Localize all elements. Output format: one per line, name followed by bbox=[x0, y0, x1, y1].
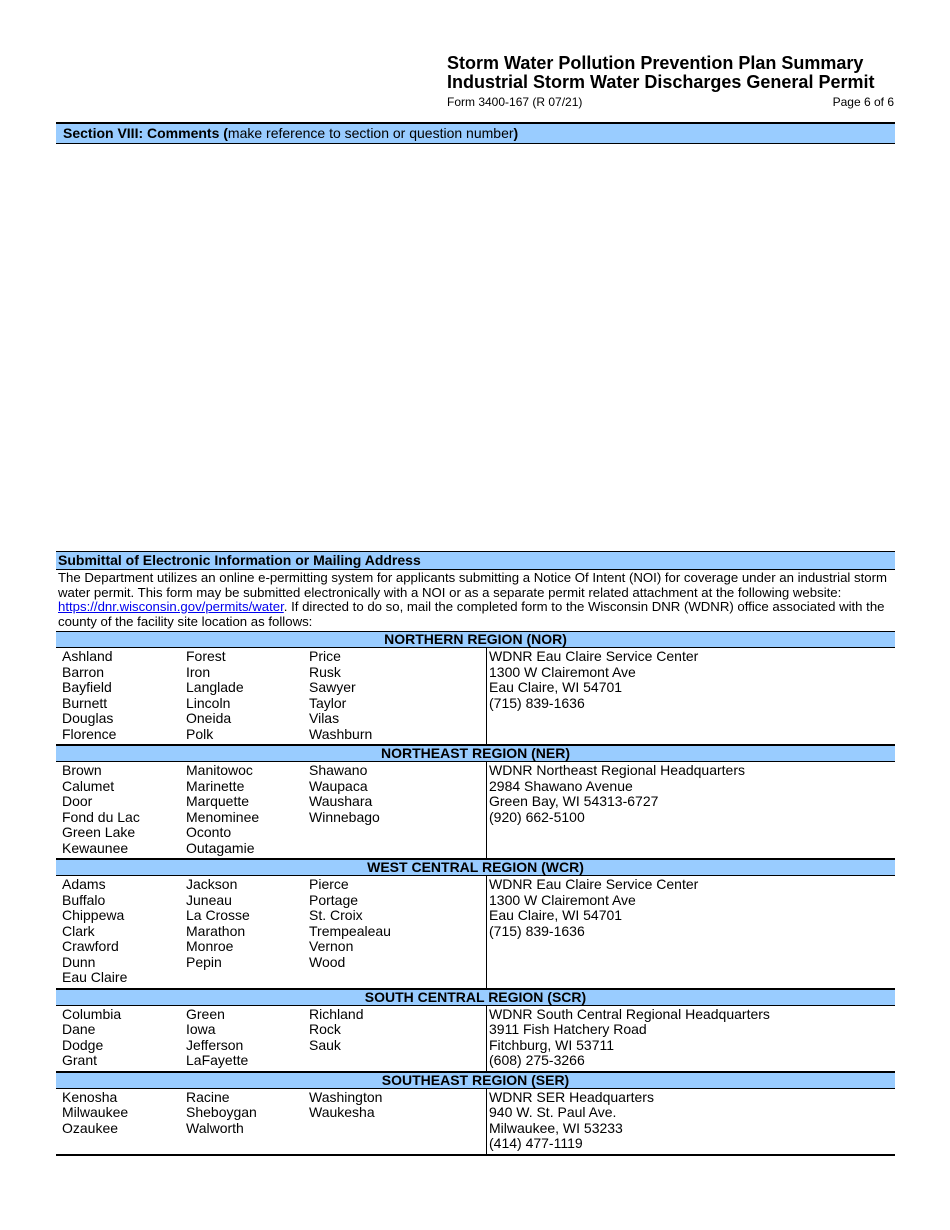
county: Dane bbox=[62, 1021, 96, 1037]
county: Waupaca bbox=[309, 777, 368, 794]
county: Grant bbox=[62, 1052, 98, 1068]
county: Vilas bbox=[309, 710, 340, 726]
form-title-line2: Industrial Storm Water Discharges General Permit bbox=[447, 72, 875, 92]
county: Buffalo bbox=[62, 891, 106, 908]
county-column bbox=[56, 648, 186, 744]
county-column bbox=[56, 1006, 186, 1071]
form-header bbox=[447, 54, 894, 111]
comments-field[interactable] bbox=[56, 144, 895, 550]
county: Trempealeau bbox=[309, 922, 391, 939]
county: Brown bbox=[62, 762, 102, 778]
county: Polk bbox=[186, 725, 214, 742]
county: Marinette bbox=[186, 777, 245, 794]
region-heading: SOUTHEAST REGION (SER) bbox=[56, 1072, 895, 1089]
region-heading: NORTHERN REGION (NOR) bbox=[56, 631, 895, 648]
region-body bbox=[56, 762, 895, 859]
county: Pierce bbox=[309, 876, 349, 892]
county: Kewaunee bbox=[62, 839, 129, 856]
county: Barron bbox=[62, 663, 105, 680]
county: Sheboygan bbox=[186, 1104, 257, 1120]
county-column bbox=[186, 648, 309, 744]
region-body bbox=[56, 876, 895, 989]
region-office bbox=[486, 1089, 895, 1154]
county: Washburn bbox=[309, 725, 373, 742]
office-line: 1300 W Clairemont Ave bbox=[489, 663, 636, 680]
county-column bbox=[309, 648, 486, 744]
county: Milwaukee bbox=[62, 1104, 129, 1120]
county: Green Lake bbox=[62, 824, 136, 840]
office-line: WDNR Eau Claire Service Center bbox=[489, 648, 699, 664]
county: Sawyer bbox=[309, 679, 356, 695]
county: Oconto bbox=[186, 824, 232, 840]
county-column bbox=[186, 762, 309, 858]
county: Walworth bbox=[186, 1119, 244, 1136]
county: Rusk bbox=[309, 663, 341, 680]
office-line: (715) 839-1636 bbox=[489, 922, 585, 939]
county: Ashland bbox=[62, 648, 113, 664]
county: Lincoln bbox=[186, 694, 231, 711]
county: Shawano bbox=[309, 762, 368, 778]
office-line: (920) 662-5100 bbox=[489, 808, 585, 825]
submittal-heading: Submittal of Electronic Information or Mailing Address bbox=[56, 551, 895, 570]
county: Waukesha bbox=[309, 1104, 375, 1120]
region-body bbox=[56, 1006, 895, 1072]
office-line: Green Bay, WI 54313-6727 bbox=[489, 793, 659, 809]
county: Eau Claire bbox=[62, 969, 128, 985]
county: Iron bbox=[186, 663, 211, 680]
office-line: WDNR Northeast Regional Headquarters bbox=[489, 762, 745, 778]
county-column bbox=[186, 876, 309, 988]
page-number: Page 6 of 6 bbox=[832, 95, 894, 109]
county: Green bbox=[186, 1005, 225, 1022]
county: Washington bbox=[309, 1088, 383, 1105]
county: Clark bbox=[62, 922, 95, 939]
county: Taylor bbox=[309, 694, 347, 711]
section-viii-close-paren: ) bbox=[513, 125, 519, 141]
submittal-text bbox=[56, 570, 895, 631]
permits-link[interactable]: https://dnr.wisconsin.gov/permits/water bbox=[58, 599, 284, 614]
county-column bbox=[309, 1006, 486, 1071]
county: Ozaukee bbox=[62, 1119, 119, 1136]
county: Kenosha bbox=[62, 1088, 118, 1105]
office-line: (414) 477-1119 bbox=[489, 1135, 583, 1151]
office-line: Fitchburg, WI 53711 bbox=[489, 1036, 615, 1053]
region-body bbox=[56, 648, 895, 745]
regions-table bbox=[56, 631, 895, 1156]
county: Pepin bbox=[186, 953, 222, 970]
county: Rock bbox=[309, 1021, 341, 1037]
county: Waushara bbox=[309, 793, 373, 809]
section-viii-open-paren: ( bbox=[223, 125, 228, 141]
submittal-section bbox=[56, 551, 895, 1156]
county: Bayfield bbox=[62, 679, 112, 695]
section-viii-note: make reference to section or question number bbox=[227, 125, 514, 141]
county: Adams bbox=[62, 876, 106, 892]
county: Burnett bbox=[62, 694, 108, 711]
county-column bbox=[56, 1089, 186, 1154]
office-line: 3911 Fish Hatchery Road bbox=[489, 1021, 647, 1037]
county-column bbox=[309, 1089, 486, 1154]
office-line: WDNR Eau Claire Service Center bbox=[489, 876, 699, 892]
county: Langlade bbox=[186, 679, 244, 695]
form-info-line bbox=[447, 95, 894, 111]
office-line: (715) 839-1636 bbox=[489, 694, 585, 711]
region-heading: WEST CENTRAL REGION (WCR) bbox=[56, 859, 895, 876]
county: Price bbox=[309, 648, 341, 664]
county: Portage bbox=[309, 891, 359, 908]
county: Columbia bbox=[62, 1005, 122, 1022]
county: Jackson bbox=[186, 876, 238, 892]
county: Richland bbox=[309, 1005, 364, 1022]
submittal-text-before: The Department utilizes an online e-permitting system for applicants submitting a Notice Of Intent (NOI) for coverage under an industrial storm water permit. This form may be submitted electronically with a NOI or as a separate permit related attachment at the following website: bbox=[58, 570, 887, 600]
county: Outagamie bbox=[186, 839, 255, 856]
office-line: WDNR South Central Regional Headquarters bbox=[489, 1005, 770, 1022]
county: Manitowoc bbox=[186, 762, 253, 778]
region-body bbox=[56, 1089, 895, 1156]
county: La Crosse bbox=[186, 907, 250, 923]
county: Monroe bbox=[186, 938, 234, 954]
county: Dodge bbox=[62, 1036, 104, 1053]
county: Vernon bbox=[309, 938, 354, 954]
region-heading: NORTHEAST REGION (NER) bbox=[56, 745, 895, 762]
county: Menominee bbox=[186, 808, 260, 825]
form-title-line1: Storm Water Pollution Prevention Plan Summary bbox=[447, 53, 864, 73]
county: Marquette bbox=[186, 793, 250, 809]
county: Douglas bbox=[62, 710, 114, 726]
county: Oneida bbox=[186, 710, 232, 726]
county: Calumet bbox=[62, 777, 115, 794]
county: Iowa bbox=[186, 1021, 216, 1037]
county: Jefferson bbox=[186, 1036, 244, 1053]
county: Door bbox=[62, 793, 93, 809]
region-office bbox=[486, 1006, 895, 1071]
county: Fond du Lac bbox=[62, 808, 140, 825]
office-line: 940 W. St. Paul Ave. bbox=[489, 1104, 617, 1120]
office-line: WDNR SER Headquarters bbox=[489, 1088, 654, 1105]
section-viii-label: Section VIII: Comments bbox=[63, 125, 224, 141]
county-column bbox=[309, 876, 486, 988]
region-office bbox=[486, 876, 895, 988]
county: Marathon bbox=[186, 922, 246, 939]
county: St. Croix bbox=[309, 907, 363, 923]
county-column bbox=[56, 876, 186, 988]
region-office bbox=[486, 648, 895, 744]
county-column bbox=[56, 762, 186, 858]
office-line: Eau Claire, WI 54701 bbox=[489, 907, 623, 923]
county: Wood bbox=[309, 953, 346, 970]
office-line: Milwaukee, WI 53233 bbox=[489, 1119, 623, 1136]
region-heading: SOUTH CENTRAL REGION (SCR) bbox=[56, 989, 895, 1006]
county: Crawford bbox=[62, 938, 119, 954]
county-column bbox=[186, 1006, 309, 1071]
submittal-text-after: . If directed to do so, mail the completed form to the Wisconsin DNR (WDNR) office associated with the county of the facility site location as follows: bbox=[58, 599, 885, 629]
office-line: 1300 W Clairemont Ave bbox=[489, 891, 636, 908]
county: Winnebago bbox=[309, 808, 380, 825]
county-column bbox=[186, 1089, 309, 1154]
region-office bbox=[486, 762, 895, 858]
county: Juneau bbox=[186, 891, 232, 908]
form-number: Form 3400-167 (R 07/21) bbox=[447, 95, 583, 109]
section-viii-header bbox=[56, 122, 895, 144]
office-line: 2984 Shawano Avenue bbox=[489, 777, 633, 794]
office-line: Eau Claire, WI 54701 bbox=[489, 679, 623, 695]
county: Forest bbox=[186, 648, 226, 664]
county: Sauk bbox=[309, 1036, 341, 1053]
county: LaFayette bbox=[186, 1052, 249, 1068]
county: Florence bbox=[62, 725, 117, 742]
county: Racine bbox=[186, 1088, 230, 1105]
office-line: (608) 275-3266 bbox=[489, 1052, 585, 1068]
county-column bbox=[309, 762, 486, 858]
county: Dunn bbox=[62, 953, 96, 970]
county: Chippewa bbox=[62, 907, 125, 923]
